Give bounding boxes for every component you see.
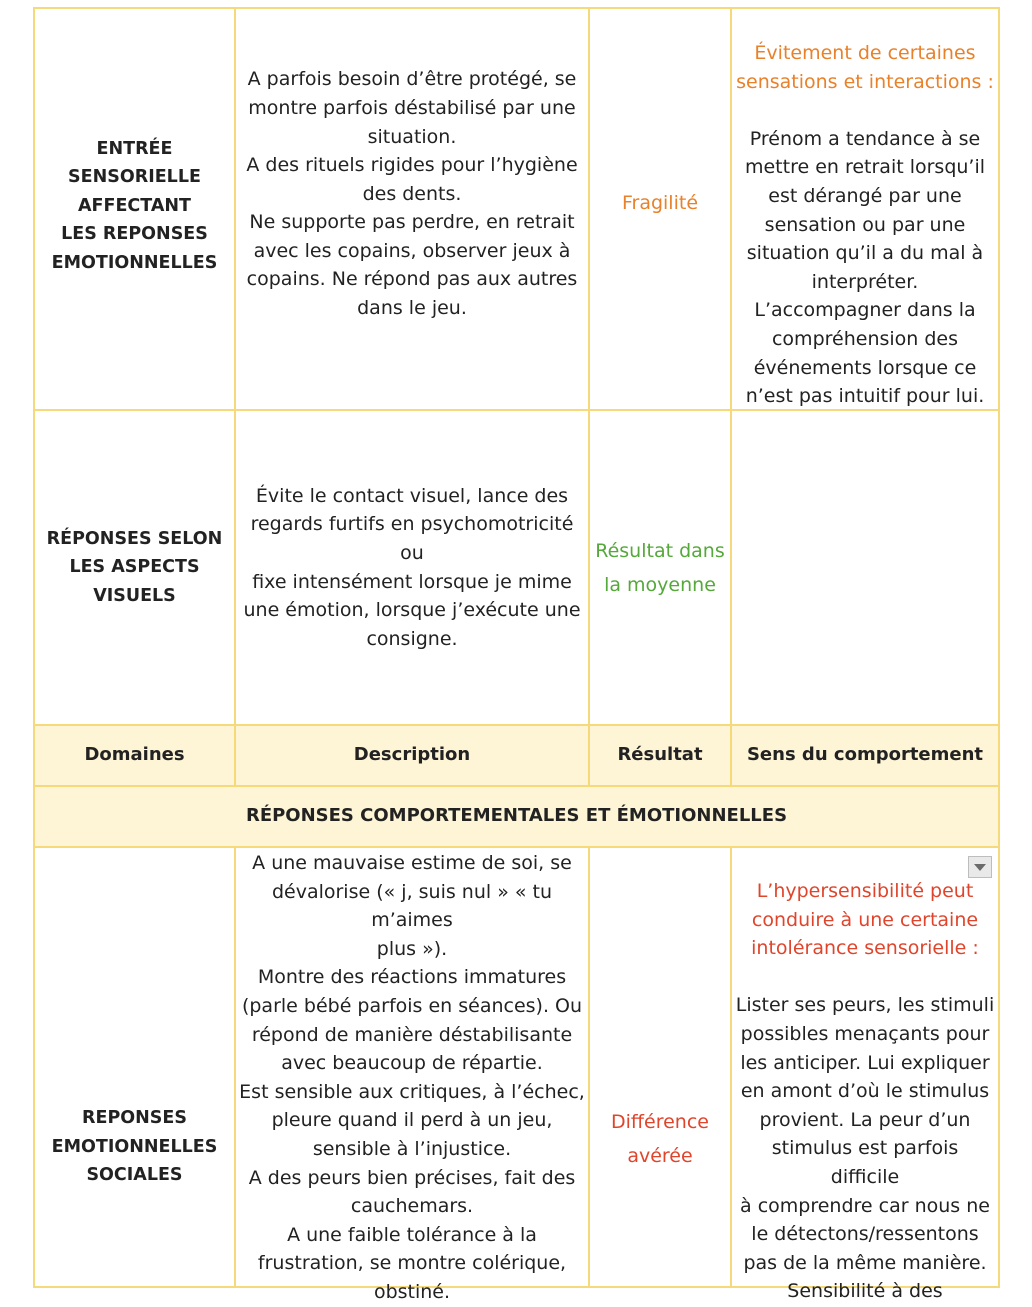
assessment-table bbox=[33, 7, 1000, 1303]
result-averee: Différence bbox=[611, 1111, 709, 1133]
sens-heading: sensations et interactions : bbox=[736, 70, 994, 93]
sens-cell: Évitement de certaines sensations et interactions : Prénom a tendance à se mettre en retrait lorsqu’il est dérangé par une sensation ou par une situation qu’il a du mal à interpréter. L’accompagner dans la compréhension des événements lorsque ce n’est pas intuitif pour lui. bbox=[732, 9, 1000, 411]
header-row bbox=[35, 726, 1000, 787]
sens-heading: Évitement de certaines bbox=[754, 42, 976, 64]
domain-cell: REPONSES EMOTIONNELLES SOCIALES bbox=[35, 848, 236, 1288]
sens-heading: intolérance sensorielle : bbox=[751, 937, 979, 960]
description-cell: Évite le contact visuel, lance des regards furtifs en psychomotricité ou fixe intensément lorsque je mime une émotion, lorsque j’exécute une consigne. bbox=[236, 411, 590, 726]
description-cell: A une mauvaise estime de soi, se dévalorise (« j, suis nul » « tu m’aimes plus »). Montre des réactions immatures (parle bébé parfois en séances). Ou répond de manière déstabilisante avec beaucoup de répartie. Est sensible aux critiques, à l’échec, pleure quand il perd à un jeu, sensible à l’injustice. A des peurs bien précises, fait des cauchemars. A une faible tolérance à la frustration, se montre colérique, obstiné. bbox=[236, 848, 590, 1288]
caret-down-icon bbox=[973, 862, 987, 872]
result-cell bbox=[590, 9, 732, 411]
result-moyenne: Résultat dans bbox=[595, 539, 725, 562]
header-domaines: Domaines bbox=[35, 726, 236, 787]
result-cell: Résultat dans la moyenne bbox=[590, 411, 732, 726]
description-cell: A parfois besoin d’être protégé, se montre parfois déstabilisé par une situation. A des rituels rigides pour l’hygiène des dents. Ne supporte pas perdre, en retrait avec les copains, observer jeux à copains. Ne répond pas aux autres dans le jeu. bbox=[236, 9, 590, 411]
section-title: RÉPONSES COMPORTEMENTALES ET ÉMOTIONNELLES bbox=[35, 787, 1000, 848]
header-sens: Sens du comportement bbox=[732, 726, 1000, 787]
sens-heading: L’hypersensibilité peut bbox=[756, 880, 974, 902]
result-fragilite: Fragilité bbox=[621, 191, 699, 214]
header-description: Description bbox=[236, 726, 590, 787]
table-row bbox=[35, 848, 1000, 1303]
domain-cell: ENTRÉE SENSORIELLE AFFECTANT LES REPONSES EMOTIONNELLES bbox=[35, 9, 236, 411]
domain-cell: RÉPONSES SELON LES ASPECTS VISUELS bbox=[35, 411, 236, 726]
table-row bbox=[35, 411, 1000, 726]
result-cell: Différence avérée bbox=[590, 848, 732, 1288]
sens-heading: conduire à une certaine bbox=[751, 908, 979, 931]
dropdown-toggle[interactable] bbox=[968, 856, 992, 878]
section-row bbox=[35, 787, 1000, 848]
header-resultat: Résultat bbox=[590, 726, 732, 787]
sens-cell bbox=[732, 411, 1000, 726]
sens-cell: L’hypersensibilité peut conduire à une certaine intolérance sensorielle : Lister ses peurs, les stimuli possibles menaçants pour les anticiper. Lui expliquer en amont d’où le stimulus provient. La peur d’un stimulus est parfois difficile à comprendre car nous ne le détectons/ressentons pas de la même manière. Sensibilité à des bbox=[732, 848, 1000, 1288]
table-row bbox=[35, 9, 1000, 411]
